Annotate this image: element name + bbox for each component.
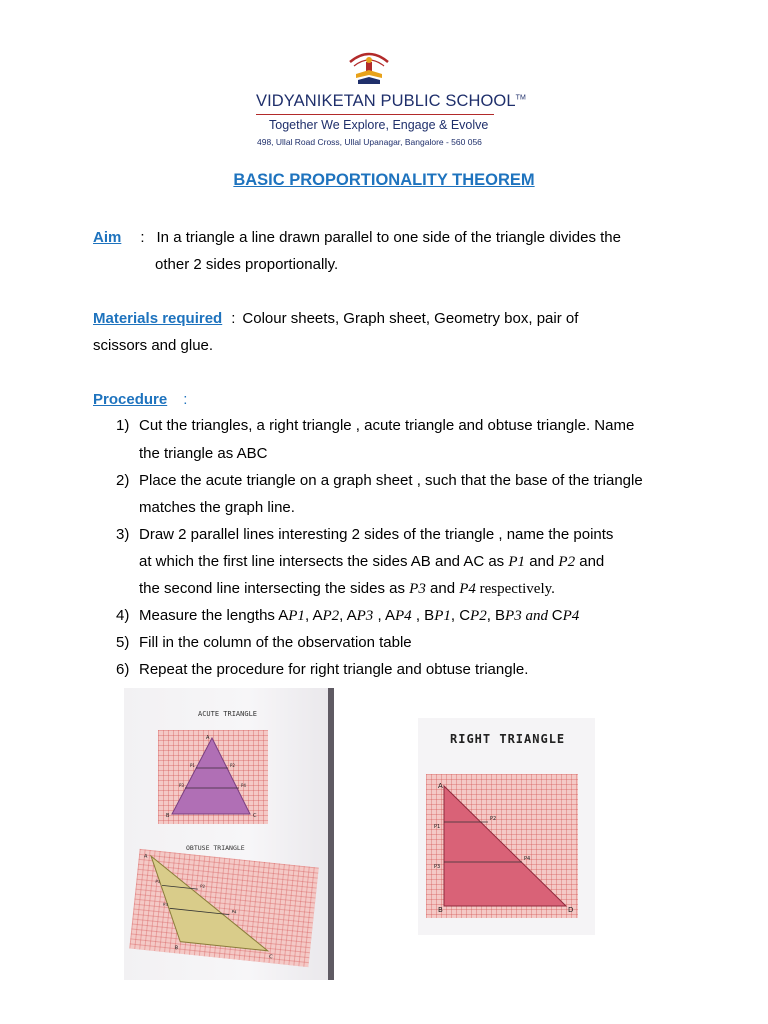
procedure-colon: : (183, 391, 188, 408)
obtuse-vertex-b: B (174, 945, 179, 952)
step-2: 2) Place the acute triangle on a graph sheet , such that the base of the triangle (116, 472, 643, 489)
materials-colon: : (231, 310, 236, 327)
acute-label-p4: P4 (241, 783, 246, 788)
materials-text-2: scissors and glue. (93, 337, 214, 354)
step-1: 1) Cut the triangles, a right triangle , acute triangle and obtuse triangle. Name (116, 417, 635, 434)
acute-label-p1: P1 (190, 763, 195, 768)
right-vertex-b: B (438, 906, 443, 914)
document-title: BASIC PROPORTIONALITY THEOREM (233, 171, 535, 189)
procedure-label: Procedure (93, 391, 168, 408)
aim-line-1 (93, 228, 621, 248)
right-graph-sheet (426, 774, 578, 918)
right-label-p2: P2 (490, 816, 497, 822)
right-triangle-photo (418, 718, 595, 935)
acute-triangle-caption: ACUTE TRIANGLE (198, 710, 258, 718)
materials-line-1 (93, 309, 578, 329)
obtuse-triangle-caption: OBTUSE TRIANGLE (186, 844, 245, 852)
step-5: 5) Fill in the column of the observation table (116, 634, 412, 651)
obtuse-vertex-c: C (268, 954, 273, 961)
procedure-heading (93, 390, 187, 410)
acute-label-p3: P3 (179, 783, 184, 788)
acute-obtuse-triangle-photo (124, 688, 334, 980)
step-3-cont-2: the second line intersecting the sides as P3 and P4 respectively. (139, 580, 555, 597)
school-logo (344, 44, 394, 90)
obtuse-vertex-a: A (143, 853, 148, 860)
header-divider (256, 114, 494, 115)
obtuse-graph-sheet-wrapper (129, 849, 318, 967)
acute-vertex-b: B (166, 813, 170, 819)
obtuse-graph-sheet (129, 849, 318, 967)
obtuse-label-p1: P1 (155, 878, 161, 885)
right-label-p1: P1 (434, 824, 441, 830)
right-label-p4: P4 (524, 856, 531, 862)
obtuse-label-p4: P4 (231, 908, 237, 915)
step-2-cont: matches the graph line. (139, 499, 295, 516)
school-address: 498, Ullal Road Cross, Ullal Upanagar, Bangalore - 560 056 (257, 137, 482, 147)
school-name: VIDYANIKETAN PUBLIC SCHOOL™ (256, 92, 526, 110)
acute-label-p2: P2 (230, 763, 235, 768)
step-3: 3) Draw 2 parallel lines interesting 2 sides of the triangle , name the points (116, 526, 614, 543)
acute-graph-sheet (158, 730, 268, 824)
step-6: 6) Repeat the procedure for right triangle and obtuse triangle. (116, 661, 529, 678)
right-vertex-a: A (438, 782, 443, 790)
step-4: 4) Measure the lengths AP1, AP2, AP3 , AP4 , BP1, CP2, BP3 and CP4 (116, 607, 580, 624)
obtuse-label-p2: P2 (199, 883, 206, 889)
notebook-spine (328, 688, 334, 980)
right-label-p3: P3 (434, 864, 441, 870)
obtuse-label-p3: P3 (162, 901, 169, 908)
aim-label: Aim (93, 229, 122, 246)
materials-label: Materials required (93, 310, 223, 327)
aim-colon: : (140, 229, 145, 246)
acute-vertex-a: A (206, 735, 210, 741)
aim-text-2: other 2 sides proportionally. (155, 256, 339, 273)
aim-text-1: In a triangle a line drawn parallel to one side of the triangle divides the (156, 229, 621, 246)
step-3-cont-1: at which the first line intersects the sides AB and AC as P1 and P2 and (139, 553, 605, 570)
step-1-cont: the triangle as ABC (139, 445, 268, 462)
trademark-mark: TM (515, 94, 526, 102)
acute-vertex-c: C (253, 813, 257, 819)
materials-text-1: Colour sheets, Graph sheet, Geometry box, pair of (242, 310, 579, 327)
right-triangle-caption: RIGHT TRIANGLE (450, 732, 566, 746)
school-tagline: Together We Explore, Engage & Evolve (269, 118, 489, 132)
right-vertex-d: D (568, 906, 574, 914)
